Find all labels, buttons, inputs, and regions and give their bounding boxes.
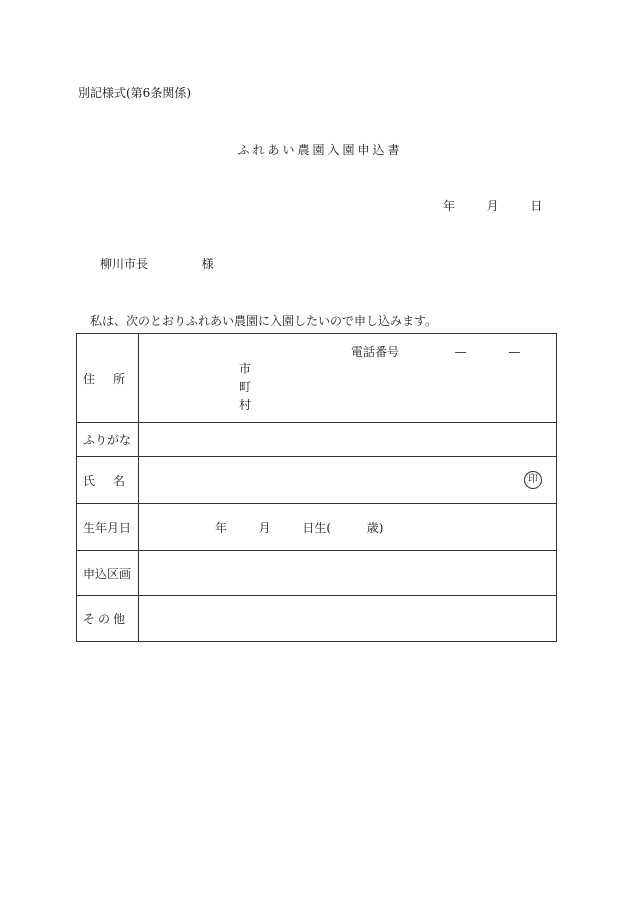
name-label-cell	[77, 457, 139, 504]
address-label-1: 住	[83, 371, 96, 386]
date-month-label: 月	[486, 199, 499, 213]
other-label-3: 他	[112, 612, 125, 626]
plot-row	[77, 551, 557, 596]
addressee-honorific: 様	[201, 257, 214, 271]
furigana-row	[77, 423, 557, 457]
other-label-2: の	[97, 612, 110, 626]
phone-field	[351, 343, 520, 360]
name-field[interactable]	[139, 457, 557, 504]
address-label-cell	[77, 334, 139, 423]
document-title: ふれあい農園入園申込書	[237, 143, 403, 157]
birth-month-label: 月	[258, 521, 271, 535]
plot-label: 申込区画	[83, 566, 132, 581]
age-label: 歳)	[366, 521, 384, 535]
furigana-field[interactable]	[139, 423, 557, 457]
village-label: 村	[239, 398, 252, 412]
birth-label: 生年月日	[83, 520, 132, 535]
date-year-label: 年	[443, 199, 456, 213]
other-label-cell	[77, 596, 139, 642]
city-town-village	[239, 360, 251, 414]
date-day-label: 日	[530, 199, 543, 213]
other-label-1: そ	[83, 612, 96, 626]
other-field[interactable]	[139, 596, 557, 642]
phone-label: 電話番号	[351, 345, 400, 359]
name-row	[77, 457, 557, 504]
plot-field[interactable]	[139, 551, 557, 596]
furigana-label: ふりがな	[83, 433, 132, 447]
birth-label-cell	[77, 504, 139, 551]
address-field[interactable]	[139, 334, 557, 423]
other-row	[77, 596, 557, 642]
phone-dash-2: —	[508, 345, 521, 359]
application-statement: 私は、次のとおりふれあい農園に入園したいので申し込みます。	[90, 314, 438, 328]
name-label-1: 氏	[83, 473, 96, 488]
town-label: 町	[239, 380, 252, 394]
birth-born-label: 日生(	[302, 521, 332, 535]
birth-field[interactable]	[139, 504, 557, 551]
phone-dash-1: —	[454, 345, 467, 359]
seal-mark: 印	[524, 471, 542, 489]
birth-row	[77, 504, 557, 551]
addressee-name: 柳川市長	[100, 257, 149, 271]
birth-year-label: 年	[215, 521, 228, 535]
application-table	[76, 333, 557, 642]
plot-label-cell	[77, 551, 139, 596]
furigana-label-cell	[77, 423, 139, 457]
birth-date-line	[215, 519, 383, 536]
name-label-2: 名	[112, 473, 125, 488]
city-label: 市	[239, 362, 252, 376]
date-line	[443, 197, 542, 214]
address-label-2: 所	[112, 371, 125, 386]
address-row	[77, 334, 557, 423]
form-reference-note: 別記様式(第6条関係)	[78, 86, 191, 100]
addressee	[100, 255, 214, 272]
